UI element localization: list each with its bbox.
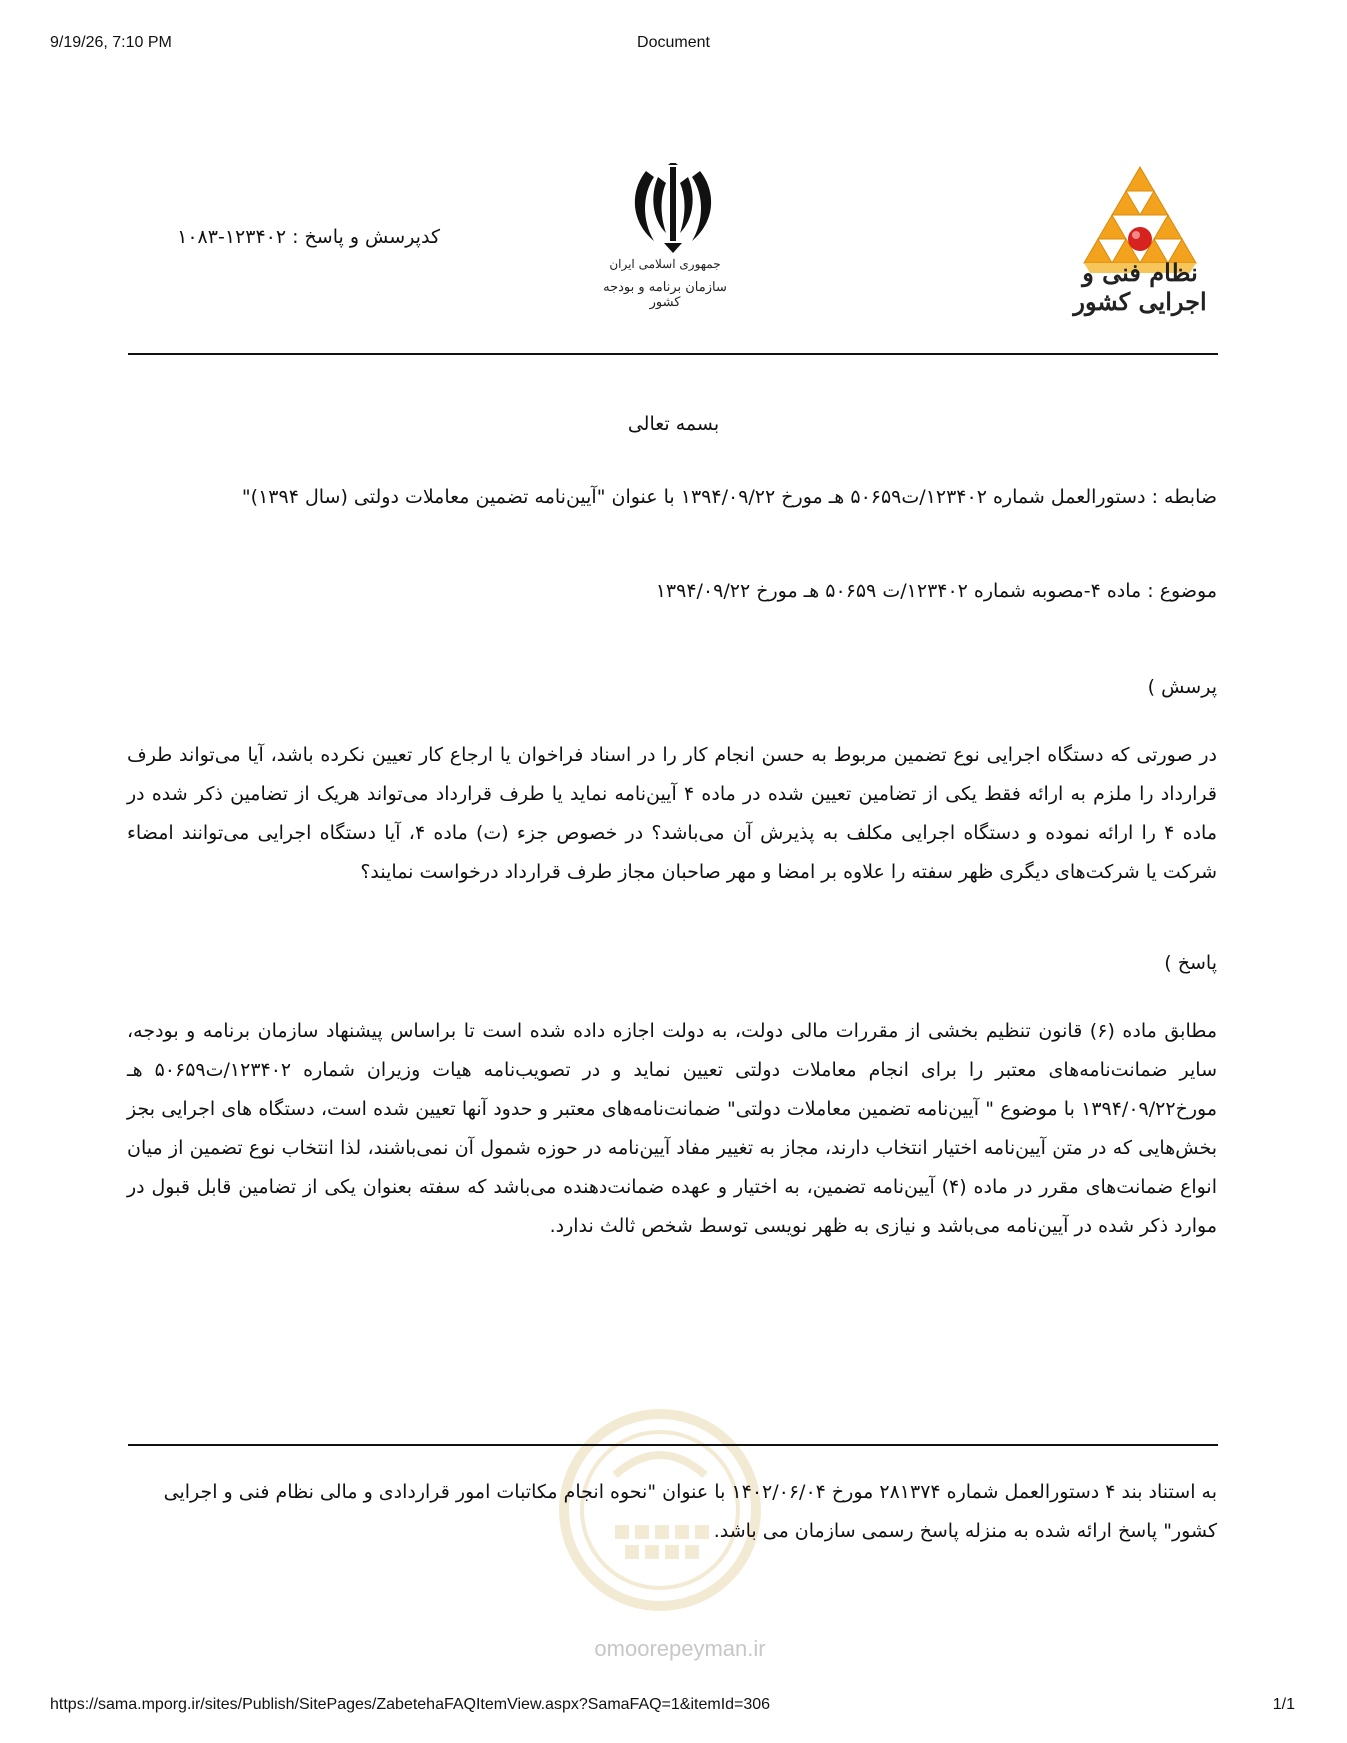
basmala: بسمه تعالی	[627, 413, 720, 435]
answer-label: پاسخ )	[1164, 952, 1217, 974]
iran-emblem-icon	[628, 163, 718, 255]
subject-line: موضوع : ماده ۴-مصوبه شماره ۱۲۳۴۰۲/ت ۵۰۶۵۹ هـ مورخ ۱۳۹۴/۰۹/۲۲	[655, 580, 1217, 602]
print-url: https://sama.mporg.ir/sites/Publish/SitePages/ZabetehaFAQItemView.aspx?SamaFAQ=1&itemId=306	[50, 1696, 771, 1713]
question-text: در صورتی که دستگاه اجرایی نوع تضمین مربوط به حسن انجام کار را در اسناد فراخوان یا ارجاع کار تعیین نکرده باشد، آیا می‌تواند طرف قرارداد را ملزم به ارائه فقط یکی از تضامین تعیین شده در ماده ۴ آیین‌نامه نماید یا طرف قرارداد می‌تواند هریک از تضامین ذکر شده در ماده ۴ را ارائه نموده و دستگاه اجرایی مکلف به پذیرش آن می‌باشد؟ در خصوص جزء (ت) ماده ۴، آیا دستگاه اجرایی می‌توانند امضاء شرکت یا شرکت‌های دیگری ظهر سفته را علاوه بر امضا و مهر صاحبان مجاز طرف قرارداد درخواست نمایند؟	[127, 744, 1218, 883]
emblem-caption-1: جمهوری اسلامی ایران	[609, 257, 721, 271]
footer-divider	[128, 1444, 1218, 1446]
print-page-number: 1/1	[1272, 1696, 1295, 1713]
footnote-text: به استناد بند ۴ دستورالعمل شماره ۲۸۱۳۷۴ مورخ ۱۴۰۲/۰۶/۰۴ با عنوان "نحوه انجام مکاتبات امور قراردادی و مالی نظام فنی و اجرایی کشور" پاسخ ارائه شده به منزله پاسخ رسمی سازمان می باشد.	[163, 1481, 1217, 1542]
print-title: Document	[637, 34, 710, 51]
answer-text: مطابق ماده (۶) قانون تنظیم بخشی از مقررات مالی دولت، به دولت اجازه داده شده است تا براساس پیشنهاد سازمان برنامه و بودجه، سایر ضمانت‌نامه‌های معتبر را برای انجام معاملات دولتی تعیین نماید و در تصویب‌نامه هیات وزیران شماره ۱۲۳۴۰۲/ت۵۰۶۵۹ هـ مورخ۱۳۹۴/۰۹/۲۲ با موضوع " آیین‌نامه تضمین معاملات دولتی" ضمانت‌نامه‌های معتبر و حدود آنها تعیین شده است، دستگاه های اجرایی بجز بخش‌هایی که در متن آیین‌نامه اختیار انتخاب دارند، مجاز به تغییر مفاد آیین‌نامه در حوزه شمول آن نمی‌باشند، لذا انتخاب نوع تضمین از میان انواع ضمانت‌های مقرر در ماده (۴) آیین‌نامه تضمین، به اختیار و عهده ضمانت‌دهنده می‌باشد که سفته بعنوان یکی از تضامین قابل قبول در موارد ذکر شده در آیین‌نامه می‌باشد و نیازی به ظهر نویسی توسط شخص ثالث ندارد.	[127, 1020, 1218, 1237]
watermark-text: omoorepeyman.ir	[594, 1636, 766, 1661]
header-divider	[128, 353, 1218, 355]
emblem-caption-2: سازمان برنامه و بودجه کشور	[603, 280, 727, 310]
question-label: پرسش )	[1147, 676, 1217, 698]
print-datetime: 9/19/26, 7:10 PM	[50, 34, 172, 51]
faq-code: کدپرسش و پاسخ : ۱۲۳۴۰۲-۱۰۸۳	[177, 226, 440, 248]
nezam-fanni-logo-text: نظام فنی و اجرایی کشور	[1073, 258, 1207, 316]
regulation-line: ضابطه : دستورالعمل شماره ۱۲۳۴۰۲/ت۵۰۶۵۹ هـ مورخ ۱۳۹۴/۰۹/۲۲ با عنوان "آیین‌نامه تضمین معاملات دولتی (سال ۱۳۹۴)"	[241, 486, 1217, 508]
